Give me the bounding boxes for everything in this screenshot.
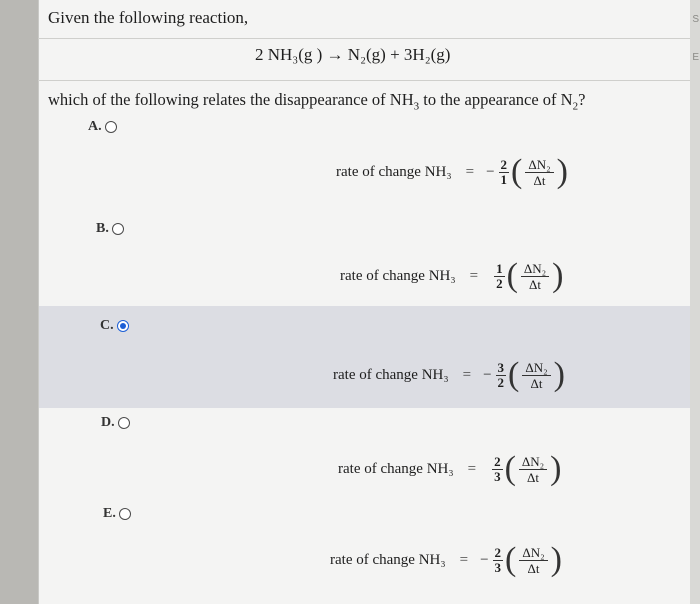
formula-lhs: rate of change NH₃ bbox=[333, 366, 449, 383]
choice-b-formula bbox=[340, 259, 564, 293]
side-strip bbox=[690, 0, 700, 604]
prompt-text-2: to the appearance of N bbox=[419, 90, 573, 109]
coefficient-fraction bbox=[492, 455, 503, 484]
prompt-sub-1: 3 bbox=[413, 100, 420, 113]
prompt-text-3: ? bbox=[578, 90, 586, 109]
right-paren: ) bbox=[553, 356, 565, 393]
choice-d-formula bbox=[338, 452, 562, 486]
choice-a-label: A. bbox=[88, 119, 102, 134]
coefficient-numerator: 1 bbox=[496, 260, 503, 276]
formula-lhs: rate of change NH₃ bbox=[336, 163, 452, 180]
choice-d-radio[interactable] bbox=[118, 417, 130, 429]
left-paren: ( bbox=[504, 450, 516, 487]
question-title: Given the following reaction, bbox=[48, 8, 249, 27]
choice-c-formula bbox=[333, 358, 565, 392]
delta-numerator: ΔN₂ bbox=[519, 454, 547, 470]
choice-b[interactable] bbox=[96, 221, 124, 237]
delta-numerator: ΔN₂ bbox=[519, 545, 547, 561]
choice-c[interactable] bbox=[100, 318, 129, 334]
right-paren: ) bbox=[550, 541, 562, 578]
minus-sign: − bbox=[486, 163, 495, 180]
choice-a[interactable] bbox=[88, 119, 117, 135]
coefficient-denominator: 3 bbox=[494, 468, 501, 484]
coefficient-fraction bbox=[494, 262, 505, 291]
prompt-text-1: which of the following relates the disappearance of NH bbox=[48, 90, 414, 109]
left-paren: ( bbox=[511, 153, 523, 190]
choice-d-label: D. bbox=[101, 415, 115, 430]
left-paren: ( bbox=[505, 541, 517, 578]
left-paren: ( bbox=[508, 356, 520, 393]
equals-sign: = bbox=[469, 267, 479, 284]
formula-lhs: rate of change NH₃ bbox=[330, 551, 446, 568]
choice-a-radio[interactable] bbox=[105, 121, 117, 133]
delta-fraction bbox=[522, 360, 550, 391]
delta-fraction bbox=[525, 157, 553, 188]
coefficient-fraction bbox=[493, 546, 504, 575]
reaction-equation: 2 NH₃(g ) → N₂(g) + 3H₂(g) bbox=[255, 45, 451, 64]
coefficient-fraction bbox=[496, 361, 507, 390]
delta-fraction bbox=[519, 545, 547, 576]
right-paren: ) bbox=[552, 257, 564, 294]
coefficient-denominator: 2 bbox=[497, 374, 505, 390]
delta-numerator: ΔN₂ bbox=[525, 157, 553, 173]
delta-fraction bbox=[521, 261, 549, 292]
coefficient-numerator: 2 bbox=[494, 453, 501, 469]
equals-sign: = bbox=[465, 163, 475, 180]
delta-denominator: Δt bbox=[529, 276, 542, 292]
delta-denominator: Δt bbox=[527, 469, 540, 485]
coefficient-denominator: 1 bbox=[500, 171, 508, 187]
right-paren: ) bbox=[550, 450, 562, 487]
coefficient-numerator: 2 bbox=[494, 544, 502, 560]
minus-sign: − bbox=[483, 366, 492, 383]
formula-lhs: rate of change NH₃ bbox=[338, 460, 454, 477]
coefficient-denominator: 3 bbox=[494, 559, 502, 575]
formula-lhs: rate of change NH₃ bbox=[340, 267, 456, 284]
choice-c-radio[interactable] bbox=[117, 320, 129, 332]
coefficient-numerator: 3 bbox=[497, 359, 505, 375]
choice-d[interactable] bbox=[101, 415, 130, 431]
prompt-sub-2: 2 bbox=[572, 100, 579, 113]
choice-e-radio[interactable] bbox=[119, 508, 131, 520]
equals-sign: = bbox=[467, 460, 477, 477]
coefficient-fraction bbox=[499, 158, 510, 187]
coefficient-denominator: 2 bbox=[496, 275, 503, 291]
choice-b-label: B. bbox=[96, 221, 109, 236]
minus-sign: − bbox=[480, 551, 489, 568]
choice-b-radio[interactable] bbox=[112, 223, 124, 235]
side-mark-top: S bbox=[692, 14, 699, 25]
side-mark-bottom: E bbox=[692, 52, 699, 63]
choice-e[interactable] bbox=[103, 506, 131, 522]
delta-fraction bbox=[519, 454, 547, 485]
choice-c-label: C. bbox=[100, 318, 114, 333]
equals-sign: = bbox=[459, 551, 469, 568]
right-paren: ) bbox=[556, 153, 568, 190]
delta-denominator: Δt bbox=[530, 375, 543, 391]
delta-numerator: ΔN₂ bbox=[522, 360, 550, 376]
choice-a-formula bbox=[336, 155, 568, 189]
equals-sign: = bbox=[462, 366, 472, 383]
coefficient-numerator: 2 bbox=[500, 156, 508, 172]
delta-denominator: Δt bbox=[527, 560, 540, 576]
divider-reaction bbox=[38, 80, 690, 81]
divider-top bbox=[38, 38, 690, 39]
choice-e-label: E. bbox=[103, 506, 116, 521]
left-paren: ( bbox=[506, 257, 518, 294]
selected-choice-highlight bbox=[39, 306, 690, 408]
choice-e-formula bbox=[330, 543, 562, 577]
delta-denominator: Δt bbox=[533, 172, 546, 188]
question-prompt bbox=[48, 90, 585, 112]
delta-numerator: ΔN₂ bbox=[521, 261, 549, 277]
